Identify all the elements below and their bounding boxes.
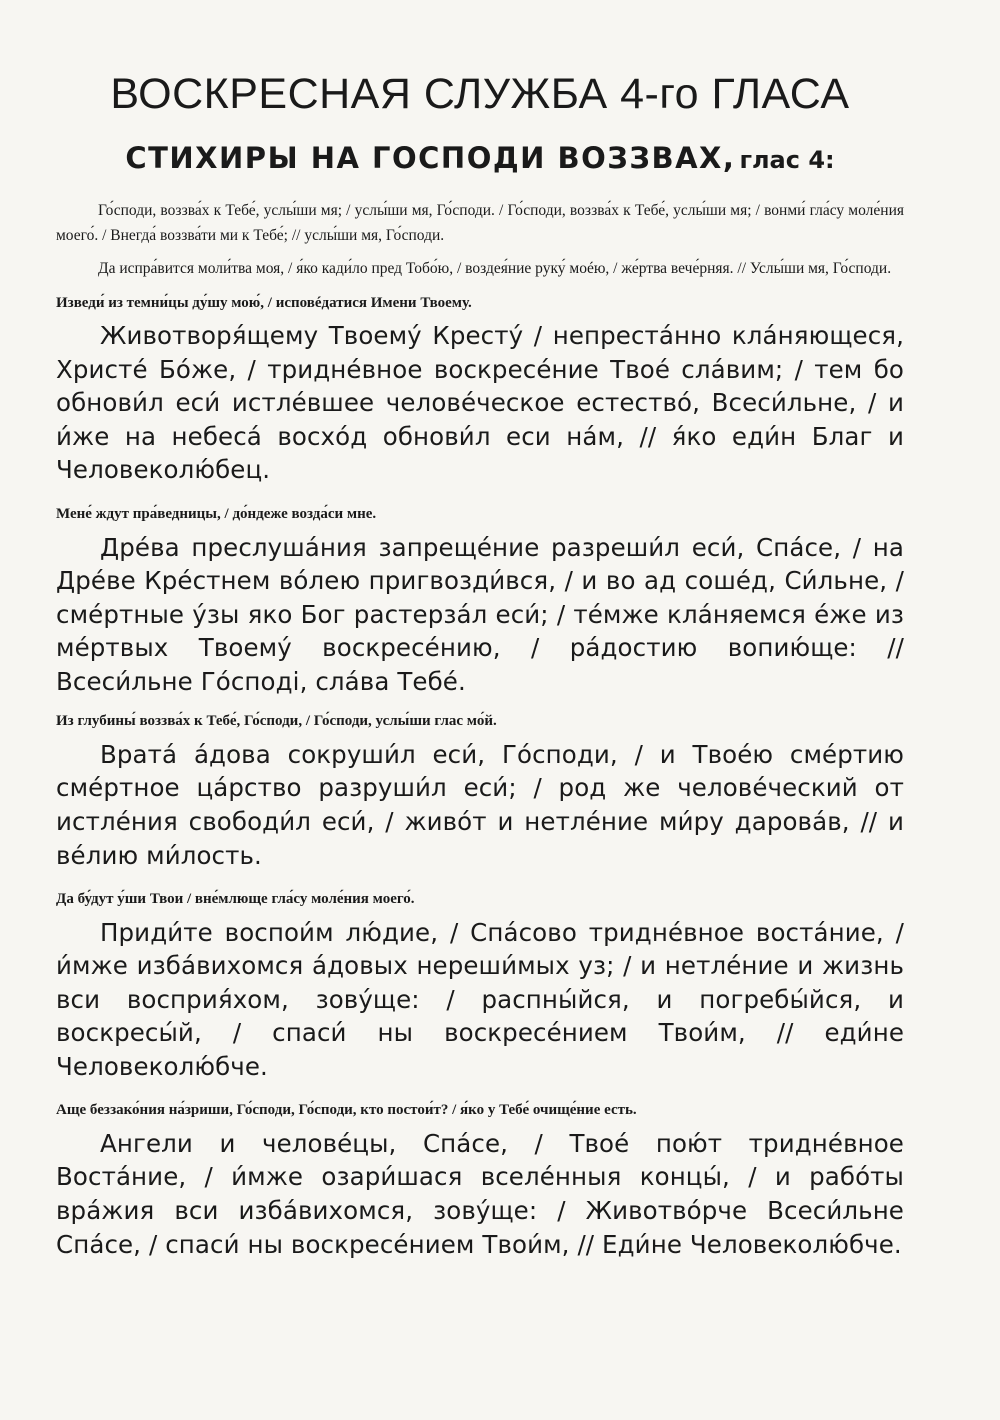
psalm-verse-3: Из глубины́ воззва́х к Тебе́, Го́споди, / Го́споди, услы́ши глас мо́й.: [56, 713, 497, 730]
psalm-verse-4: Да бу́дут у́ши Твои / вне́млюще гла́су моле́ния моего́.: [56, 891, 415, 908]
psalm-verse-5: Аще беззако́ния на́зриши, Го́споди, Го́споди, кто постои́т? / я́ко у Тебе́ очище́ние есть.: [56, 1102, 637, 1119]
page-title: ВОСКРЕСНАЯ СЛУЖБА 4-го ГЛАСА: [110, 70, 850, 118]
intro-verse-2: Да испра́вится моли́тва моя, / я́ко кади́ло пред Тобо́ю, / воздея́ние руку́ моéю, / же́ртва вече́рняя. // Услы́ши мя, Го́споди.: [98, 259, 892, 277]
intro-verse-1: Го́споди, воззва́х к Тебе́, услы́ши мя; / услы́ши мя, Го́споди. / Го́споди, воззва́х к Тебе́, услы́ши мя; / вонми́ гла́су моле́ния моего́. / Внегда́ воззва́ти ми к Тебе́; // услы́ши мя, Го́споди.: [56, 202, 904, 245]
stichera-2: Дре́ва преслуша́ния запреще́ние разреши́л еси́, Спа́се, / на Дре́ве Кре́стнем во́лею пригвозди́вся, / и во ад соше́д, Си́льне, / сме́ртные у́зы яко Бог растерза́л еси́; / те́мже кла́няемся е́же из ме́ртвых Твоему́ воскресе́нию, / ра́достию вопию́ще: // Всеси́льне Го́сподi, сла́ва Тебе́.: [56, 532, 904, 696]
stichera-1: Животворя́щему Твоему́ Кресту́ / непреста́нно кла́няющеся, Христе́ Бо́же, / тридне́вное воскресе́ние Твое́ сла́вим; / тем бо обнови́л еси́ истле́вшее челове́ческое естество́, Всеси́льне, / и и́же на небеса́ восхо́д обнови́л еси на́м, // я́ко еди́н Благ и Человеколю́бец.: [56, 321, 904, 485]
stichera-5: Ангели и челове́цы, Спа́се, / Твое́ пою́т тридне́вное Воста́ние, / и́мже озари́шася вселе́нныя концы́, / и рабо́ты вра́жия вси изба́вихомся, зову́ще: / Животво́рче Всеси́льне Спа́се, / спаси́ ны воскресе́нием Твои́м, // Еди́не Человеколю́бче.: [56, 1128, 904, 1259]
stichera-4: Приди́те воспои́м лю́дие, / Спа́сово тридне́вное воста́ние, / и́мже изба́вихомся а́довых нереши́мых уз; / и нетле́ние и жизнь вси восприя́хом, зову́ще: / распны́йся, и погребы́йся, и воскресы́й, / спаси́ ны воскресе́нием Твои́м, // еди́не Человеколю́бче.: [56, 917, 904, 1081]
document-page: [56, 70, 904, 1279]
section-heading-main: СТИХИРЫ НА ГОСПОДИ ВОЗЗВАХ,: [125, 141, 736, 176]
stichera-3: Врата́ а́дова сокруши́л еси́, Го́споди, / и Твое́ю сме́ртию сме́ртное ца́рство разруши́л еси́; / род же челове́ческий от истле́ния свободи́л еси́, / живо́т и нетле́ние ми́ру дарова́в, // и ве́лию ми́лость.: [56, 739, 904, 870]
section-heading-tone: глас 4:: [739, 146, 835, 175]
section-heading: [56, 143, 904, 175]
psalm-verse-1: Изведи́ из темни́цы ду́шу мою́, / исповéдатися Имени Твоему.: [56, 294, 472, 311]
psalm-verse-2: Мене́ ждут пра́ведницы, / до́ндеже возда́си мне.: [56, 506, 377, 523]
